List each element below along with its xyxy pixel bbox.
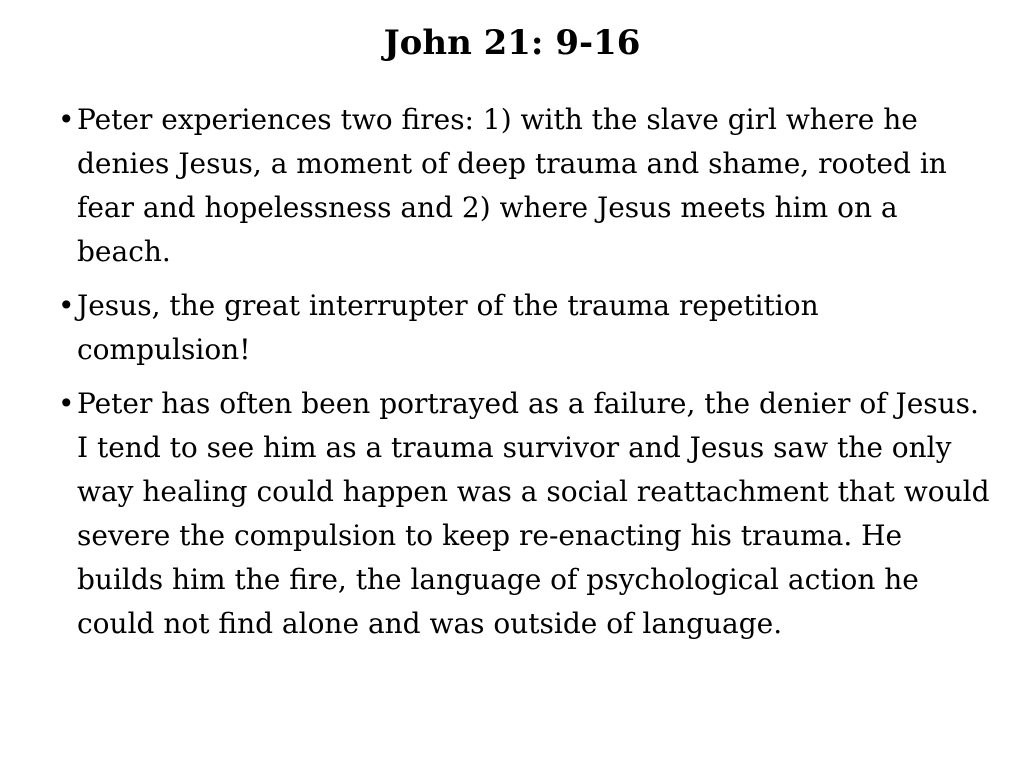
bullet-item-1 [58, 98, 993, 274]
bullet-dot-icon: • [58, 289, 75, 322]
slide-title: John 21: 9-16 [383, 23, 641, 63]
bullet-text-1: Peter experiences two fires: 1) with the slave girl where he denies Jesus, a moment of deep trauma and shame, rooted in fear and hopelessness and 2) where Jesus meets him on a beach. [77, 103, 947, 268]
bullet-dot-icon: • [58, 387, 75, 420]
bullet-list [58, 98, 993, 656]
bullet-dot-icon: • [58, 103, 75, 136]
bullet-item-3 [58, 382, 993, 646]
bullet-text-3: Peter has often been portrayed as a failure, the denier of Jesus. I tend to see him as a trauma survivor and Jesus saw the only way healing could happen was a social reattachment that would severe the compulsion to keep re-enacting his trauma. He builds him the fire, the language of psychological action he could not find alone and was outside of language. [77, 387, 990, 640]
bullet-text-2: Jesus, the great interrupter of the trauma repetition compulsion! [77, 289, 819, 366]
bullet-item-2 [58, 284, 993, 372]
